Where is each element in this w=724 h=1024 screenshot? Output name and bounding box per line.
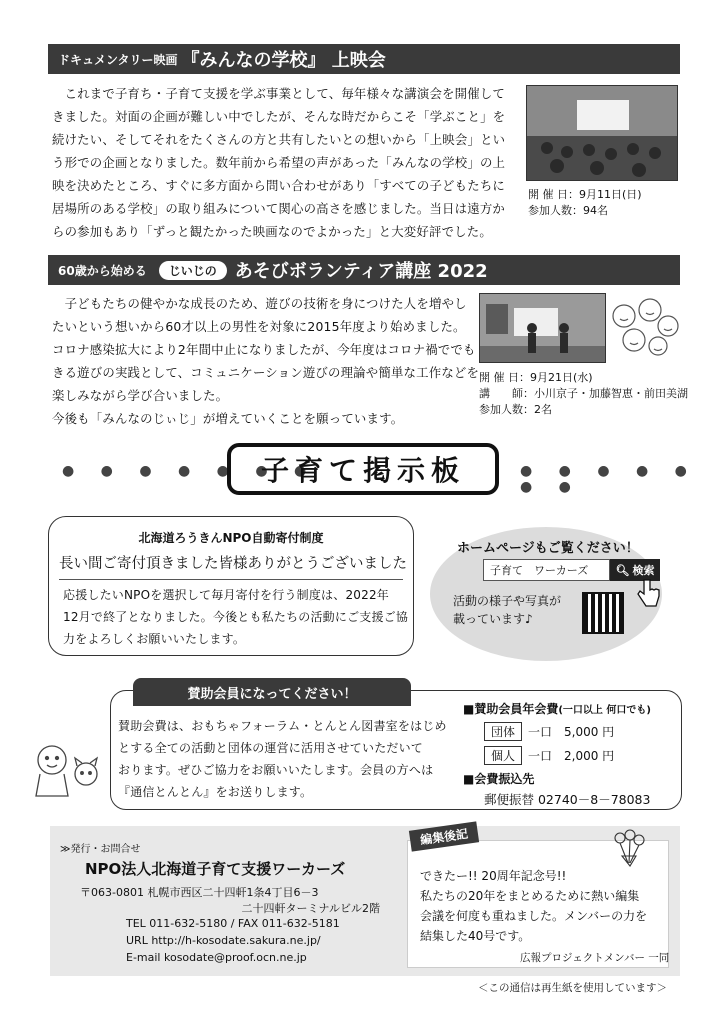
body-line: これまで子育ち・子育て支援を学ぶ事業として、毎年様々な講演会を開催して <box>52 86 506 101</box>
search-input-text: 子育て ワーカーズ <box>490 564 589 577</box>
memo-sign: 広報プロジェクトメンバー 一同 <box>520 952 670 964</box>
fee-title <box>463 700 651 717</box>
qr-code[interactable] <box>582 592 624 634</box>
body-line: たいという想いから60才以上の男性を対象に2015年度より始めました。 <box>52 319 466 334</box>
event-lecturer: 講 師：小川京子・加藤智恵・前田美湖 <box>479 387 688 400</box>
section-header-screening <box>48 44 680 74</box>
homepage-title: ホームページもご覧ください！ <box>457 541 639 556</box>
body-line: 映を決めたところ、すぐに多方面から問い合わせがあり「すべての子どもたちに <box>52 178 506 193</box>
event-date: 開 催 日：9月21日(水) <box>479 371 593 384</box>
fee-individual-row <box>484 746 614 765</box>
body-line: 子どもたちの健やかな成長のため、遊びの技術を身につけた人を増やし <box>52 296 467 311</box>
donation-box <box>48 516 414 656</box>
homepage-note-line: 活動の様子や写真が <box>453 594 562 608</box>
memo-line: できたー!! 20周年記念号!! <box>420 869 567 883</box>
transfer-title: ■会費振込先 <box>463 772 535 786</box>
body-line: きました。対面の企画が難しい中でしたが、そんな時だからこそ「学ぶこと」を <box>52 109 506 124</box>
pointer-hand-icon <box>636 578 662 608</box>
volunteer-body <box>52 292 482 430</box>
bulletin-board-title: 子育て掲示板 <box>227 443 499 495</box>
body-line: らの参加もあり「ずっと観たかった映画なのでよかった」と大変好評でした。 <box>52 224 492 239</box>
event-attendance: 参加人数：94名 <box>528 204 608 217</box>
contact-email[interactable]: E-mail kosodate@proof.ocn.ne.jp <box>126 951 307 964</box>
fee-group-row <box>484 722 614 741</box>
address-line2: 二十四軒ターミナルビル2階 <box>241 902 380 915</box>
body-line: おります。ぜひご協力をお願いいたします。会員の方へは <box>118 763 434 777</box>
body-line: 楽しみながら学び合いました。 <box>52 388 229 403</box>
section-title: 『みんなの学校』 上映会 <box>181 50 386 71</box>
kids-illustration-icon <box>30 738 106 802</box>
memo-line: 会議を何度も重ねました。メンバーの力を <box>420 909 648 923</box>
memo-line: 私たちの20年をまとめるために熱い編集 <box>420 889 640 903</box>
body-line: 応援したいNPOを選択して毎月寄付を行う制度は、2022年 <box>63 588 389 602</box>
event-attendance: 参加人数：2名 <box>479 403 552 416</box>
body-line: きる遊びの実践として、コミュニケーション遊びの理論や簡単な工作などを <box>52 365 480 380</box>
fee-title-text: ■賛助会員年会費 <box>463 702 559 716</box>
search-icon: 🔍︎ <box>615 563 630 577</box>
section-title: あそびボランティア講座 2022 <box>234 261 488 282</box>
screening-body <box>52 82 522 243</box>
section-subtitle: 60歳から始める <box>58 263 147 278</box>
screening-photo <box>526 85 678 181</box>
volunteer-photo-illustration <box>480 294 606 363</box>
search-button-label: 検索 <box>632 564 655 577</box>
bouquet-icon <box>606 828 650 868</box>
contact-url[interactable]: URL http://h-kosodate.sakura.ne.jp/ <box>126 934 321 947</box>
search-input[interactable] <box>483 559 610 581</box>
group-fee: 一口 5,000 円 <box>528 725 615 739</box>
volunteer-info <box>479 370 688 418</box>
recycled-note: ＜この通信は再生紙を使用しています＞ <box>478 982 667 994</box>
individual-tag: 個人 <box>484 746 522 765</box>
divider <box>59 579 403 580</box>
homepage-note <box>453 592 561 628</box>
transfer-account: 郵便振替 02740－8－78083 <box>484 792 651 807</box>
decorative-dots-right: ● ● ● ● ● ● ● <box>520 463 698 495</box>
section-header-volunteer <box>48 255 680 285</box>
individual-fee: 一口 2,000 円 <box>528 749 615 763</box>
event-date: 開 催 日：9月11日(日) <box>528 188 642 201</box>
donation-body <box>63 584 413 650</box>
body-line: 居場所のある学校」の取り組みについて関心の高さを感じました。当日は遠方か <box>52 201 506 216</box>
body-line: 力をよろしくお願いいたします。 <box>63 632 246 646</box>
donation-thanks: 長い間ご寄付頂きました皆様ありがとうございました <box>59 556 407 572</box>
group-tag: 団体 <box>484 722 522 741</box>
body-line: 『通信とんとん』をお送りします。 <box>118 785 313 799</box>
org-name: NPO法人北海道子育て支援ワーカーズ <box>85 860 346 878</box>
body-line: 今後も「みんなのじぃじ」が増えていくことを願っています。 <box>52 411 404 426</box>
publisher-label: ≫発行・お問合せ <box>60 844 141 855</box>
body-line: う形での企画となりました。数年前から希望の声があった「みんなの学校」の上 <box>52 155 506 170</box>
body-line: 12月で終了となりました。今後とも私たちの活動にご支援ご協 <box>63 610 409 624</box>
homepage-note-line: 載っています♪ <box>453 612 533 626</box>
body-line: コロナ感染拡大により2年間中止になりましたが、今年度はコロナ禍ででも <box>52 342 476 357</box>
body-line: とする全ての活動と団体の運営に活用させていただいて <box>118 741 424 755</box>
screening-photo-illustration <box>527 86 678 181</box>
fee-note: (一口以上 何口でも) <box>558 705 651 716</box>
memo-tag: 編集後記 <box>409 821 479 851</box>
screening-info <box>528 187 642 219</box>
memo-body <box>420 866 647 946</box>
contact-tel: TEL 011-632-5180 / FAX 011-632-5181 <box>126 917 340 930</box>
memo-line: 結集した40号です。 <box>420 929 531 943</box>
body-line: 続けたい、そしてそれをたくさんの方と共有したいとの想いから「上映会」とい <box>52 132 506 147</box>
section-subtitle: ドキュメンタリー映画 <box>58 52 178 67</box>
donation-heading: 北海道ろうきんNPO自動寄付制度 <box>138 531 324 545</box>
body-line: 賛助会費は、おもちゃフォーラム・とんとん図書室をはじめ <box>118 719 447 733</box>
decorative-dots-left: ● ● ● ● ● ● ● <box>62 463 318 479</box>
volunteer-photo <box>479 293 606 363</box>
address-line1: 〒063-0801 札幌市西区二十四軒1条4丁目6－3 <box>80 886 319 899</box>
section-pill: じいじの <box>159 261 227 280</box>
support-tab: 賛助会員になってください！ <box>133 678 411 706</box>
support-body <box>118 715 448 803</box>
grandpa-faces-icon <box>610 296 680 356</box>
